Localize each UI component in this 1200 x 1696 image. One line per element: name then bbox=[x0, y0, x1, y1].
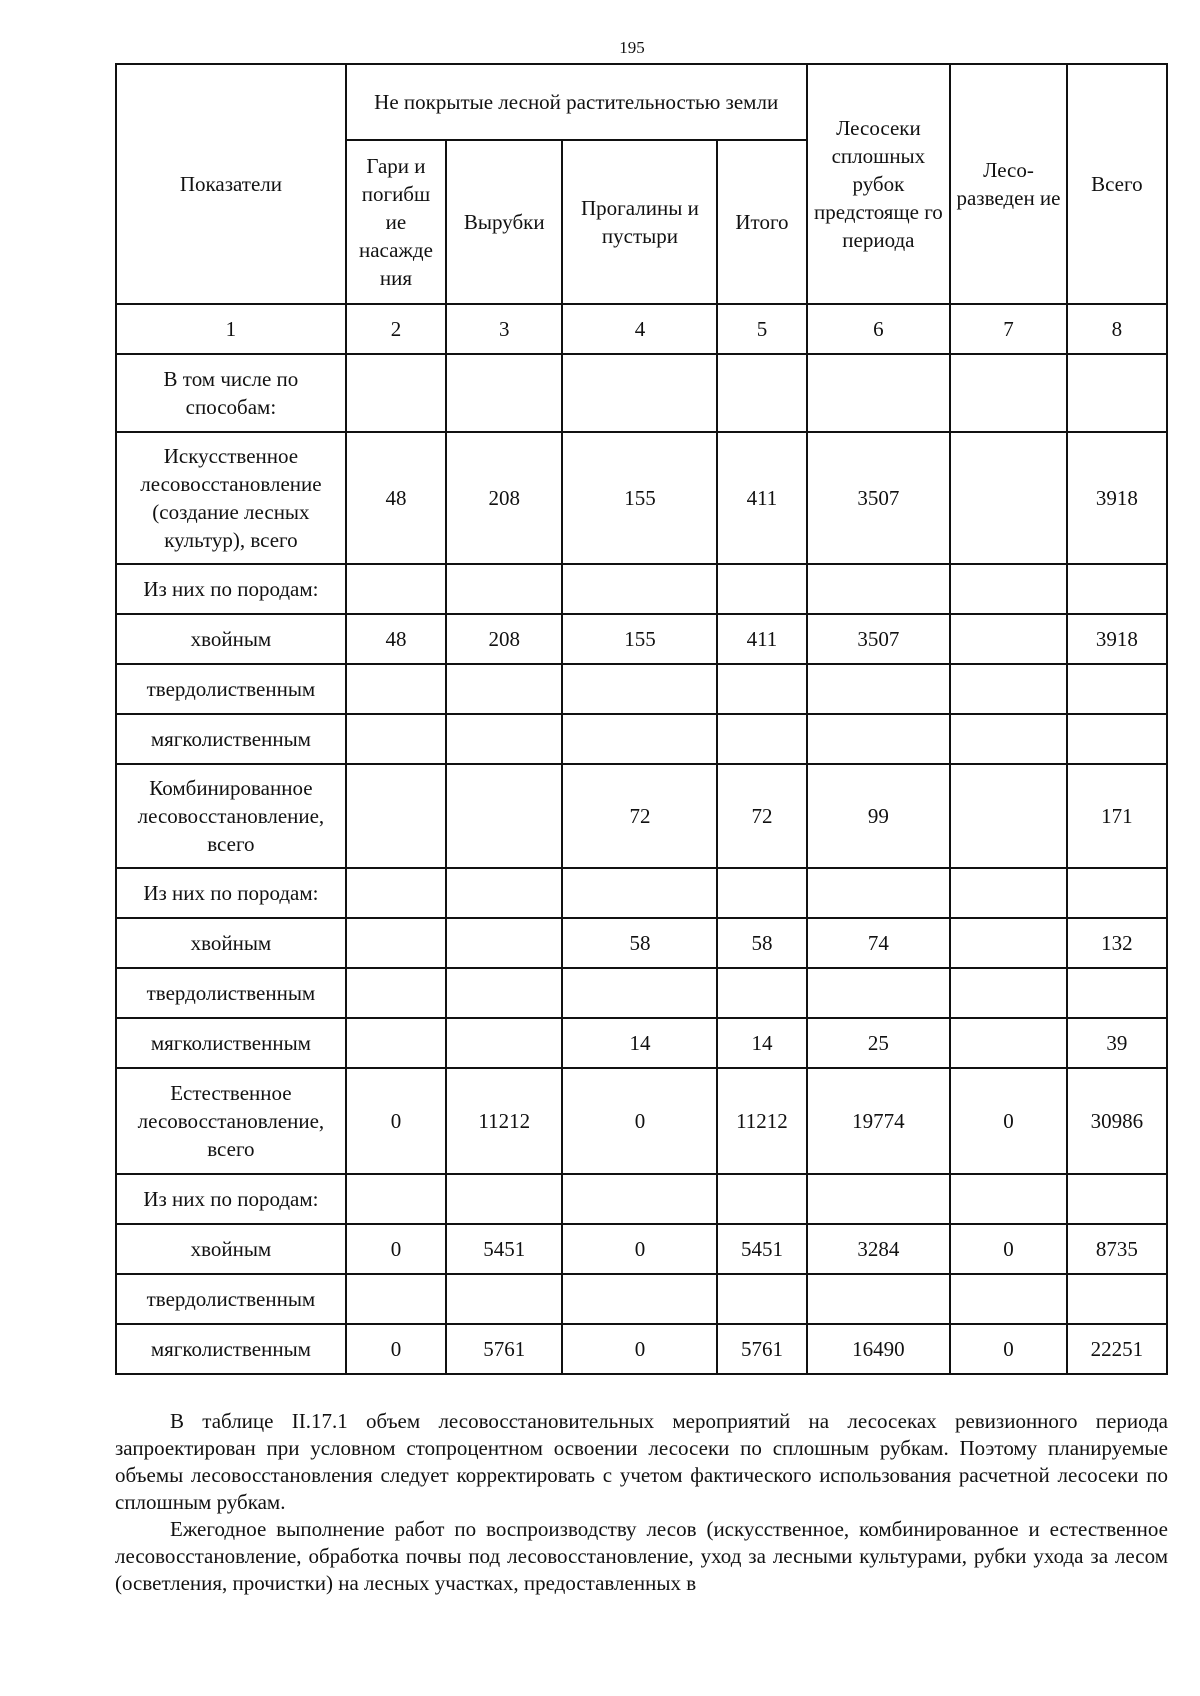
cell-value bbox=[717, 868, 806, 918]
cell-value: 58 bbox=[717, 918, 806, 968]
cell-value bbox=[717, 664, 806, 714]
header-total-unforested: Итого bbox=[717, 140, 806, 304]
paragraph: В таблице II.17.1 объем лесовосстановительных мероприятий на лесосеках ревизионного периода запроектирован при условном стопроцентном освоении лесосеки по сплошным рубкам. Поэтому планируемые объемы лесовосстановления следует корректировать с учетом фактического использования расчетной лесосеки по сплошным рубкам. bbox=[115, 1409, 1168, 1514]
cell-value bbox=[346, 764, 446, 868]
cell-value bbox=[446, 714, 562, 764]
cell-value bbox=[950, 764, 1066, 868]
cell-value: 0 bbox=[562, 1068, 717, 1174]
cell-value: 3918 bbox=[1067, 614, 1167, 664]
cell-value bbox=[446, 1174, 562, 1224]
row-label: хвойным bbox=[116, 1224, 346, 1274]
cell-value bbox=[950, 614, 1066, 664]
column-number: 2 bbox=[346, 304, 446, 354]
page-number: 195 bbox=[619, 38, 645, 57]
cell-value bbox=[1067, 564, 1167, 614]
cell-value: 30986 bbox=[1067, 1068, 1167, 1174]
cell-value bbox=[562, 714, 717, 764]
cell-value bbox=[950, 968, 1066, 1018]
cell-value: 8735 bbox=[1067, 1224, 1167, 1274]
cell-value: 0 bbox=[950, 1068, 1066, 1174]
cell-value bbox=[562, 1174, 717, 1224]
cell-value bbox=[562, 968, 717, 1018]
cell-value bbox=[1067, 354, 1167, 432]
row-label: Из них по породам: bbox=[116, 564, 346, 614]
cell-value bbox=[950, 354, 1066, 432]
cell-value: 3284 bbox=[807, 1224, 951, 1274]
cell-value bbox=[950, 1274, 1066, 1324]
cell-value bbox=[950, 714, 1066, 764]
cell-value bbox=[562, 354, 717, 432]
cell-value: 99 bbox=[807, 764, 951, 868]
cell-value: 72 bbox=[562, 764, 717, 868]
cell-value bbox=[807, 664, 951, 714]
cell-value bbox=[717, 1174, 806, 1224]
cell-value bbox=[446, 1018, 562, 1068]
cell-value: 0 bbox=[346, 1068, 446, 1174]
cell-value: 155 bbox=[562, 432, 717, 564]
cell-value bbox=[1067, 1274, 1167, 1324]
header-forest-planting: Лесо- разведен ие bbox=[950, 64, 1066, 304]
cell-value bbox=[717, 564, 806, 614]
cell-value bbox=[346, 1018, 446, 1068]
row-label: мягколиственным bbox=[116, 714, 346, 764]
column-number: 3 bbox=[446, 304, 562, 354]
row-label: Естественное лесовосстановление, всего bbox=[116, 1068, 346, 1174]
cell-value: 14 bbox=[562, 1018, 717, 1068]
cell-value: 3918 bbox=[1067, 432, 1167, 564]
table-row bbox=[116, 1018, 1167, 1068]
cell-value bbox=[1067, 1174, 1167, 1224]
cell-value: 48 bbox=[346, 432, 446, 564]
cell-value: 0 bbox=[950, 1224, 1066, 1274]
cell-value bbox=[446, 868, 562, 918]
cell-value: 48 bbox=[346, 614, 446, 664]
cell-value bbox=[950, 1174, 1066, 1224]
cell-value bbox=[950, 432, 1066, 564]
cell-value bbox=[346, 1174, 446, 1224]
cell-value: 0 bbox=[562, 1324, 717, 1374]
cell-value: 74 bbox=[807, 918, 951, 968]
column-number: 1 bbox=[116, 304, 346, 354]
column-number: 6 bbox=[807, 304, 951, 354]
table-row bbox=[116, 714, 1167, 764]
table-row bbox=[116, 1224, 1167, 1274]
body-text bbox=[115, 1408, 1168, 1597]
cell-value bbox=[1067, 868, 1167, 918]
table-row bbox=[116, 1274, 1167, 1324]
cell-value bbox=[717, 714, 806, 764]
cell-value bbox=[1067, 664, 1167, 714]
cell-value bbox=[950, 868, 1066, 918]
cell-value bbox=[950, 564, 1066, 614]
cell-value: 16490 bbox=[807, 1324, 951, 1374]
table-body bbox=[116, 354, 1167, 1374]
cell-value: 5451 bbox=[446, 1224, 562, 1274]
cell-value: 0 bbox=[950, 1324, 1066, 1374]
row-label: мягколиственным bbox=[116, 1018, 346, 1068]
row-label: хвойным bbox=[116, 614, 346, 664]
table-row bbox=[116, 1324, 1167, 1374]
row-label: твердолиственным bbox=[116, 664, 346, 714]
header-indicators: Показатели bbox=[116, 64, 346, 304]
cell-value: 411 bbox=[717, 432, 806, 564]
cell-value bbox=[950, 918, 1066, 968]
cell-value bbox=[807, 564, 951, 614]
table-row bbox=[116, 354, 1167, 432]
cell-value bbox=[807, 1174, 951, 1224]
cell-value bbox=[1067, 968, 1167, 1018]
table-row bbox=[116, 432, 1167, 564]
cell-value bbox=[346, 868, 446, 918]
row-label: Из них по породам: bbox=[116, 868, 346, 918]
header-burnt: Гари и погибш ие насажде ния bbox=[346, 140, 446, 304]
column-number: 8 bbox=[1067, 304, 1167, 354]
cell-value: 208 bbox=[446, 432, 562, 564]
row-label: Искусственное лесовосстановление (создание лесных культур), всего bbox=[116, 432, 346, 564]
row-label: мягколиственным bbox=[116, 1324, 346, 1374]
header-glades: Прогалины и пустыри bbox=[562, 140, 717, 304]
table-row bbox=[116, 664, 1167, 714]
cell-value bbox=[446, 764, 562, 868]
cell-value bbox=[950, 1018, 1066, 1068]
cell-value bbox=[717, 968, 806, 1018]
column-numbers-row bbox=[116, 304, 1167, 354]
table-row bbox=[116, 918, 1167, 968]
cell-value: 11212 bbox=[717, 1068, 806, 1174]
cell-value bbox=[446, 918, 562, 968]
cell-value bbox=[446, 564, 562, 614]
cell-value bbox=[446, 664, 562, 714]
row-label: твердолиственным bbox=[116, 1274, 346, 1324]
row-label: Из них по породам: bbox=[116, 1174, 346, 1224]
cell-value bbox=[807, 868, 951, 918]
column-number: 7 bbox=[950, 304, 1066, 354]
cell-value: 72 bbox=[717, 764, 806, 868]
cell-value: 14 bbox=[717, 1018, 806, 1068]
cell-value: 25 bbox=[807, 1018, 951, 1068]
cell-value bbox=[562, 664, 717, 714]
cell-value: 411 bbox=[717, 614, 806, 664]
row-label: В том числе по способам: bbox=[116, 354, 346, 432]
cell-value bbox=[562, 1274, 717, 1324]
cell-value bbox=[807, 1274, 951, 1324]
table-row bbox=[116, 764, 1167, 868]
cell-value: 155 bbox=[562, 614, 717, 664]
column-number: 4 bbox=[562, 304, 717, 354]
cell-value: 11212 bbox=[446, 1068, 562, 1174]
cell-value: 19774 bbox=[807, 1068, 951, 1174]
cell-value: 5451 bbox=[717, 1224, 806, 1274]
cell-value: 3507 bbox=[807, 614, 951, 664]
table-header bbox=[116, 64, 1167, 354]
column-number: 5 bbox=[717, 304, 806, 354]
cell-value: 0 bbox=[562, 1224, 717, 1274]
header-cutting-areas: Лесосеки сплошных рубок предстояще го периода bbox=[807, 64, 951, 304]
table-row bbox=[116, 614, 1167, 664]
table-row bbox=[116, 564, 1167, 614]
cell-value: 39 bbox=[1067, 1018, 1167, 1068]
header-group-unforested: Не покрытые лесной растительностью земли bbox=[346, 64, 807, 140]
cell-value bbox=[346, 1274, 446, 1324]
cell-value bbox=[1067, 714, 1167, 764]
cell-value bbox=[346, 918, 446, 968]
cell-value bbox=[717, 1274, 806, 1324]
table-row bbox=[116, 968, 1167, 1018]
cell-value bbox=[346, 968, 446, 1018]
cell-value: 0 bbox=[346, 1324, 446, 1374]
header-all: Всего bbox=[1067, 64, 1167, 304]
table-row bbox=[116, 1174, 1167, 1224]
reforestation-table bbox=[115, 63, 1168, 1375]
cell-value bbox=[807, 354, 951, 432]
paragraph: Ежегодное выполнение работ по воспроизводству лесов (искусственное, комбинированное и естественное лесовосстановление, обработка почвы под лесовосстановление, уход за лесными культурами, рубки ухода за лесом (осветления, прочистки) на лесных участках, предоставленных в bbox=[115, 1517, 1168, 1595]
cell-value: 171 bbox=[1067, 764, 1167, 868]
cell-value bbox=[346, 664, 446, 714]
cell-value bbox=[562, 564, 717, 614]
header-clearings: Вырубки bbox=[446, 140, 562, 304]
cell-value bbox=[446, 1274, 562, 1324]
cell-value bbox=[346, 354, 446, 432]
cell-value: 22251 bbox=[1067, 1324, 1167, 1374]
cell-value: 5761 bbox=[717, 1324, 806, 1374]
cell-value bbox=[950, 664, 1066, 714]
table-row bbox=[116, 868, 1167, 918]
cell-value: 5761 bbox=[446, 1324, 562, 1374]
row-label: твердолиственным bbox=[116, 968, 346, 1018]
row-label: Комбинированное лесовосстановление, всего bbox=[116, 764, 346, 868]
cell-value: 0 bbox=[346, 1224, 446, 1274]
cell-value bbox=[717, 354, 806, 432]
cell-value: 208 bbox=[446, 614, 562, 664]
table-row bbox=[116, 1068, 1167, 1174]
cell-value bbox=[446, 354, 562, 432]
cell-value: 3507 bbox=[807, 432, 951, 564]
cell-value bbox=[346, 564, 446, 614]
cell-value: 58 bbox=[562, 918, 717, 968]
cell-value bbox=[807, 968, 951, 1018]
cell-value bbox=[446, 968, 562, 1018]
cell-value bbox=[346, 714, 446, 764]
cell-value bbox=[562, 868, 717, 918]
cell-value bbox=[807, 714, 951, 764]
cell-value: 132 bbox=[1067, 918, 1167, 968]
row-label: хвойным bbox=[116, 918, 346, 968]
